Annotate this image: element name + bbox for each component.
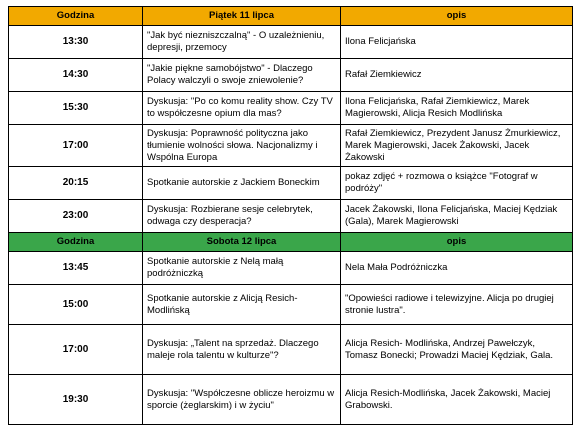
row-event: Spotkanie autorskie z Jackiem Boneckim: [143, 167, 341, 200]
table-row: [9, 200, 573, 233]
row-time: 13:45: [9, 252, 143, 285]
row-desc: Ilona Felicjańska: [341, 26, 573, 59]
row-event: "Jak być niezniszczalną" - O uzależnieniu, depresji, przemocy: [143, 26, 341, 59]
row-time: 15:00: [9, 285, 143, 325]
row-event: Spotkanie autorskie z Alicją Resich-Modlińską: [143, 285, 341, 325]
row-time: 14:30: [9, 59, 143, 92]
table-row: [9, 125, 573, 167]
row-event: Dyskusja: „Talent na sprzedaż. Dlaczego maleje rola talentu w kulturze"?: [143, 325, 341, 375]
table-row: [9, 252, 573, 285]
table-row: [9, 59, 573, 92]
row-desc: Nela Mała Podróżniczka: [341, 252, 573, 285]
table-row: [9, 167, 573, 200]
saturday-header-day: Sobota 12 lipca: [143, 233, 341, 252]
row-time: 17:00: [9, 125, 143, 167]
friday-header-desc: opis: [341, 7, 573, 26]
row-event: Spotkanie autorskie z Nelą małą podróżniczką: [143, 252, 341, 285]
row-event: "Jakie piękne samobójstwo" - Dlaczego Polacy walczyli o swoje zniewolenie?: [143, 59, 341, 92]
saturday-header-desc: opis: [341, 233, 573, 252]
table-row: [9, 26, 573, 59]
saturday-header-time: Godzina: [9, 233, 143, 252]
row-time: 13:30: [9, 26, 143, 59]
table-row: [9, 285, 573, 325]
row-desc: Alicja Resich- Modlińska, Andrzej Pawełczyk, Tomasz Bonecki; Prowadzi Maciej Kędziak, Gala.: [341, 325, 573, 375]
row-desc: Rafał Ziemkiewicz: [341, 59, 573, 92]
friday-header-day: Piątek 11 lipca: [143, 7, 341, 26]
row-time: 15:30: [9, 92, 143, 125]
friday-header-row: [9, 7, 573, 26]
row-desc: Alicja Resich-Modlińska, Jacek Żakowski, Maciej Grabowski.: [341, 375, 573, 425]
row-desc: pokaz zdjęć + rozmowa o książce "Fotograf w podróży": [341, 167, 573, 200]
row-time: 19:30: [9, 375, 143, 425]
schedule-table: [8, 6, 573, 425]
row-event: Dyskusja: "Współczesne oblicze heroizmu w sporcie (żeglarskim) i w życiu": [143, 375, 341, 425]
row-time: 20:15: [9, 167, 143, 200]
row-desc: Rafał Ziemkiewicz, Prezydent Janusz Żmurkiewicz, Marek Magierowski, Jacek Żakowski, Jacek Żakowski: [341, 125, 573, 167]
row-time: 23:00: [9, 200, 143, 233]
row-time: 17:00: [9, 325, 143, 375]
row-event: Dyskusja: Poprawność polityczna jako tłumienie wolności słowa. Nacjonalizmy i Wspólna Europa: [143, 125, 341, 167]
table-row: [9, 92, 573, 125]
row-event: Dyskusja: Rozbierane sesje celebrytek, odwaga czy desperacja?: [143, 200, 341, 233]
saturday-header-row: [9, 233, 573, 252]
row-desc: Ilona Felicjańska, Rafał Ziemkiewicz, Marek Magierowski, Alicja Resich Modlińska: [341, 92, 573, 125]
table-row: [9, 325, 573, 375]
row-desc: "Opowieści radiowe i telewizyjne. Alicja po drugiej stronie lustra".: [341, 285, 573, 325]
row-desc: Jacek Żakowski, Ilona Felicjańska, Maciej Kędziak (Gala), Marek Magierowski: [341, 200, 573, 233]
friday-header-time: Godzina: [9, 7, 143, 26]
table-row: [9, 375, 573, 425]
row-event: Dyskusja: "Po co komu reality show. Czy TV to współczesne opium dla mas?: [143, 92, 341, 125]
